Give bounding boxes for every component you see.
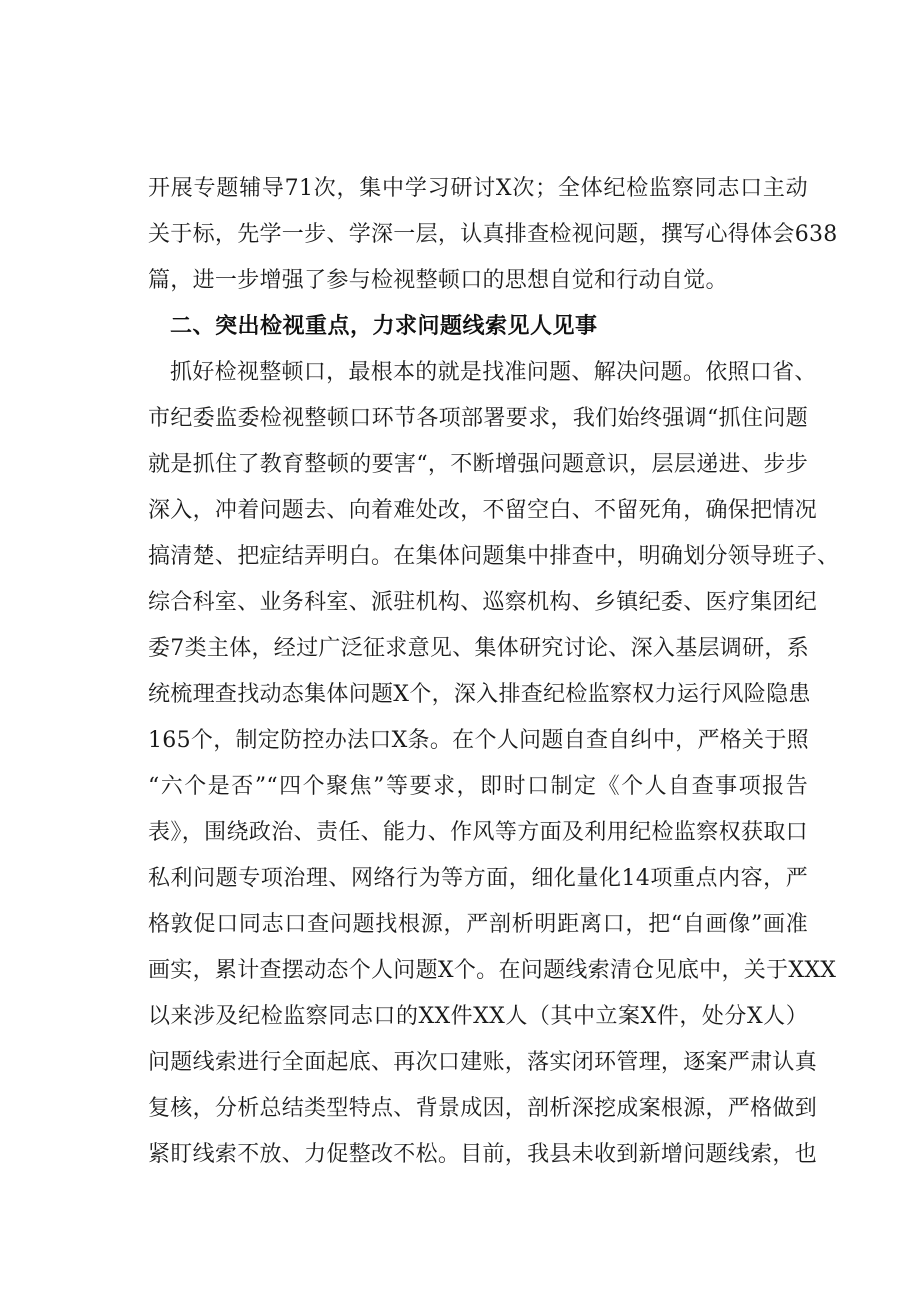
paragraph-2-line-4: 深入，冲着问题去、向着难处改，不留空白、不留死角，确保把情况	[148, 498, 818, 523]
paragraph-2-line-3: 就是抓住了教育整顿的要害“，不断增强问题意识，层层递进、步步	[148, 452, 808, 477]
paragraph-2-line-11: 表》，围绕政治、责任、能力、作风等方面及利用纪检监察权获取口	[148, 820, 808, 845]
paragraph-1-line-1: 开展专题辅导71次，集中学习研讨X次；全体纪检监察同志口主动	[148, 176, 808, 201]
paragraph-2-line-10: “六个是否”“四个聚焦”等要求，即时口制定《个人自查事项报告	[148, 774, 808, 799]
paragraph-1-line-3: 篇，进一步增强了参与检视整顿口的思想自觉和行动自觉。	[148, 268, 728, 293]
paragraph-2-line-5: 搞清楚、把症结弄明白。在集体问题集中排查中，明确划分领导班子、	[148, 544, 840, 569]
document-body	[148, 166, 840, 1178]
paragraph-2-line-12: 私利问题专项治理、网络行为等方面，细化量化14项重点内容，严	[148, 866, 808, 891]
paragraph-2-line-14: 画实，累计查摆动态个人问题X个。在问题线索清仓见底中，关于XXX	[148, 958, 837, 983]
paragraph-2-line-1: 抓好检视整顿口，最根本的就是找准问题、解决问题。依照口省、	[170, 360, 817, 385]
paragraph-2-line-13: 格敦促口同志口查问题找根源，严剖析明距离口，把“自画像”画准	[148, 912, 808, 937]
paragraph-2-line-15: 以来涉及纪检监察同志口的XX件XX人（其中立案X件，处分X人）	[148, 1004, 808, 1029]
paragraph-2-line-16: 问题线索进行全面起底、再次口建账，落实闭环管理，逐案严肃认真	[148, 1050, 818, 1075]
paragraph-2-line-9: 165个，制定防控办法口X条。在个人问题自查自纠中，严格关于照	[148, 728, 809, 753]
paragraph-2-line-8: 统梳理查找动态集体问题X个，深入排查纪检监察权力运行风险隐患	[148, 682, 811, 707]
paragraph-2-line-18: 紧盯线索不放、力促整改不松。目前，我县未收到新增问题线索，也	[148, 1142, 818, 1167]
paragraph-2-line-17: 复核，分析总结类型特点、背景成因，剖析深挖成案根源，严格做到	[148, 1096, 818, 1121]
section-heading: 二、突出检视重点，力求问题线索见人见事	[170, 314, 598, 339]
paragraph-1-line-2: 关于标，先学一步、学深一层，认真排查检视问题，撰写心得体会638	[148, 222, 838, 247]
paragraph-2-line-6: 综合科室、业务科室、派驻机构、巡察机构、乡镇纪委、医疗集团纪	[148, 590, 818, 615]
paragraph-2-line-2: 市纪委监委检视整顿口环节各项部署要求，我们始终强调“抓住问题	[148, 406, 808, 431]
paragraph-2-line-7: 委7类主体，经过广泛征求意见、集体研究讨论、深入基层调研，系	[148, 636, 809, 661]
